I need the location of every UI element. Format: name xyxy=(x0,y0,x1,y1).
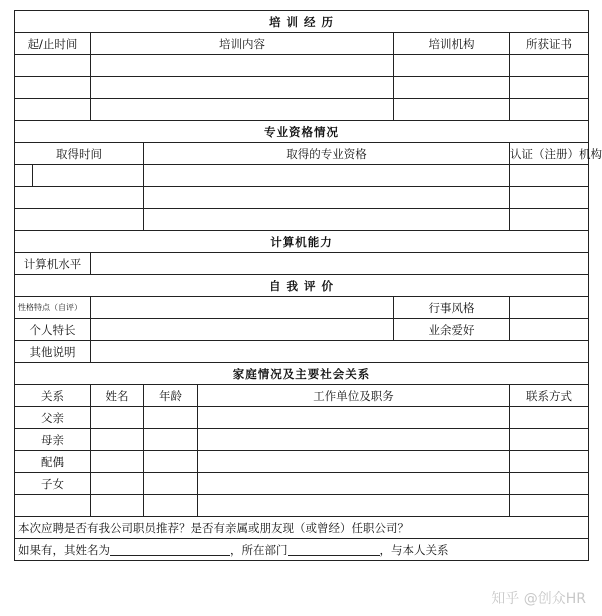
family-cell-name[interactable] xyxy=(91,407,144,429)
qualification-col-name: 取得的专业资格 xyxy=(144,143,510,165)
other-notes-value[interactable] xyxy=(91,341,589,363)
qualification-cell-authority[interactable] xyxy=(510,165,589,187)
training-section-title: 培 训 经 历 xyxy=(15,11,589,33)
family-row xyxy=(15,407,589,429)
family-row xyxy=(15,473,589,495)
training-cell-certificate[interactable] xyxy=(510,99,589,121)
family-cell-contact[interactable] xyxy=(510,473,589,495)
personality-label: 性格特点（自评） xyxy=(15,297,91,319)
family-row xyxy=(15,451,589,473)
referral-question: 本次应聘是否有我公司职员推荐？是否有亲属或朋友现（或曾经）任职公司？ xyxy=(15,517,589,539)
computer-section-title: 计算机能力 xyxy=(15,231,589,253)
training-cell-time[interactable] xyxy=(15,55,91,77)
family-cell-age[interactable] xyxy=(144,407,198,429)
family-cell-name[interactable] xyxy=(91,451,144,473)
family-cell-contact[interactable] xyxy=(510,407,589,429)
referral-dept-label: ，所在部门 xyxy=(230,542,288,557)
family-cell-name[interactable] xyxy=(91,473,144,495)
referral-details xyxy=(15,539,589,561)
training-col-content: 培训内容 xyxy=(91,33,394,55)
family-cell-employer[interactable] xyxy=(198,495,510,517)
family-cell-name[interactable] xyxy=(91,429,144,451)
qualification-cell-authority[interactable] xyxy=(510,187,589,209)
training-col-certificate: 所获证书 xyxy=(510,33,589,55)
qualification-cell-time[interactable] xyxy=(15,209,144,231)
specialty-label: 个人特长 xyxy=(15,319,91,341)
qualification-cell-time[interactable] xyxy=(33,165,144,187)
family-col-relation: 关系 xyxy=(15,385,91,407)
watermark: 知乎 @创众HR xyxy=(491,591,586,607)
specialty-value[interactable] xyxy=(91,319,394,341)
family-cell-employer[interactable] xyxy=(198,473,510,495)
self-eval-section-title: 自 我 评 价 xyxy=(15,275,589,297)
training-col-institution: 培训机构 xyxy=(394,33,510,55)
computer-level-value[interactable] xyxy=(91,253,589,275)
qualification-cell-name[interactable] xyxy=(144,209,510,231)
family-relation-father: 父亲 xyxy=(15,407,91,429)
family-cell-contact[interactable] xyxy=(510,451,589,473)
training-row xyxy=(15,99,589,121)
referral-name-blank[interactable] xyxy=(110,543,230,556)
family-col-age: 年龄 xyxy=(144,385,198,407)
training-cell-institution[interactable] xyxy=(394,99,510,121)
qualification-col-authority: 认证（注册）机构 xyxy=(510,143,589,165)
qualification-col-time: 取得时间 xyxy=(15,143,144,165)
family-col-name: 姓名 xyxy=(91,385,144,407)
qualification-cell-name[interactable] xyxy=(144,187,510,209)
qualification-section-title: 专业资格情况 xyxy=(15,121,589,143)
qualification-cell-index[interactable] xyxy=(15,165,33,187)
computer-level-label: 计算机水平 xyxy=(15,253,91,275)
work-style-label: 行事风格 xyxy=(394,297,510,319)
family-cell-name[interactable] xyxy=(91,495,144,517)
training-cell-time[interactable] xyxy=(15,99,91,121)
family-row xyxy=(15,495,589,517)
training-col-time: 起/止时间 xyxy=(15,33,91,55)
family-cell-age[interactable] xyxy=(144,495,198,517)
family-cell-age[interactable] xyxy=(144,451,198,473)
personality-value[interactable] xyxy=(91,297,394,319)
qualification-row xyxy=(15,187,589,209)
training-cell-institution[interactable] xyxy=(394,77,510,99)
qualification-row xyxy=(15,165,589,187)
family-relation-mother: 母亲 xyxy=(15,429,91,451)
other-notes-label: 其他说明 xyxy=(15,341,91,363)
family-cell-contact[interactable] xyxy=(510,429,589,451)
family-cell-employer[interactable] xyxy=(198,429,510,451)
referral-relation-label: ，与本人关系 xyxy=(379,542,449,557)
training-cell-institution[interactable] xyxy=(394,55,510,77)
training-cell-certificate[interactable] xyxy=(510,77,589,99)
family-col-employer: 工作单位及职务 xyxy=(198,385,510,407)
training-cell-certificate[interactable] xyxy=(510,55,589,77)
family-col-contact: 联系方式 xyxy=(510,385,589,407)
referral-dept-blank[interactable] xyxy=(288,543,380,556)
training-row xyxy=(15,55,589,77)
referral-name-label: 如果有，其姓名为 xyxy=(18,542,110,557)
training-cell-content[interactable] xyxy=(91,99,394,121)
qualification-cell-authority[interactable] xyxy=(510,209,589,231)
family-cell-employer[interactable] xyxy=(198,407,510,429)
training-cell-content[interactable] xyxy=(91,77,394,99)
training-row xyxy=(15,77,589,99)
family-cell-age[interactable] xyxy=(144,473,198,495)
training-cell-content[interactable] xyxy=(91,55,394,77)
family-cell-employer[interactable] xyxy=(198,451,510,473)
qualification-cell-time[interactable] xyxy=(15,187,144,209)
hobby-value[interactable] xyxy=(510,319,589,341)
work-style-value[interactable] xyxy=(510,297,589,319)
family-section-title: 家庭情况及主要社会关系 xyxy=(15,363,589,385)
application-form xyxy=(14,10,602,561)
qualification-row xyxy=(15,209,589,231)
form-table xyxy=(14,10,602,561)
family-cell-contact[interactable] xyxy=(510,495,589,517)
family-relation-extra[interactable] xyxy=(15,495,91,517)
family-relation-children: 子女 xyxy=(15,473,91,495)
training-cell-time[interactable] xyxy=(15,77,91,99)
family-cell-age[interactable] xyxy=(144,429,198,451)
family-row xyxy=(15,429,589,451)
qualification-cell-name[interactable] xyxy=(144,165,510,187)
family-relation-spouse: 配偶 xyxy=(15,451,91,473)
hobby-label: 业余爱好 xyxy=(394,319,510,341)
